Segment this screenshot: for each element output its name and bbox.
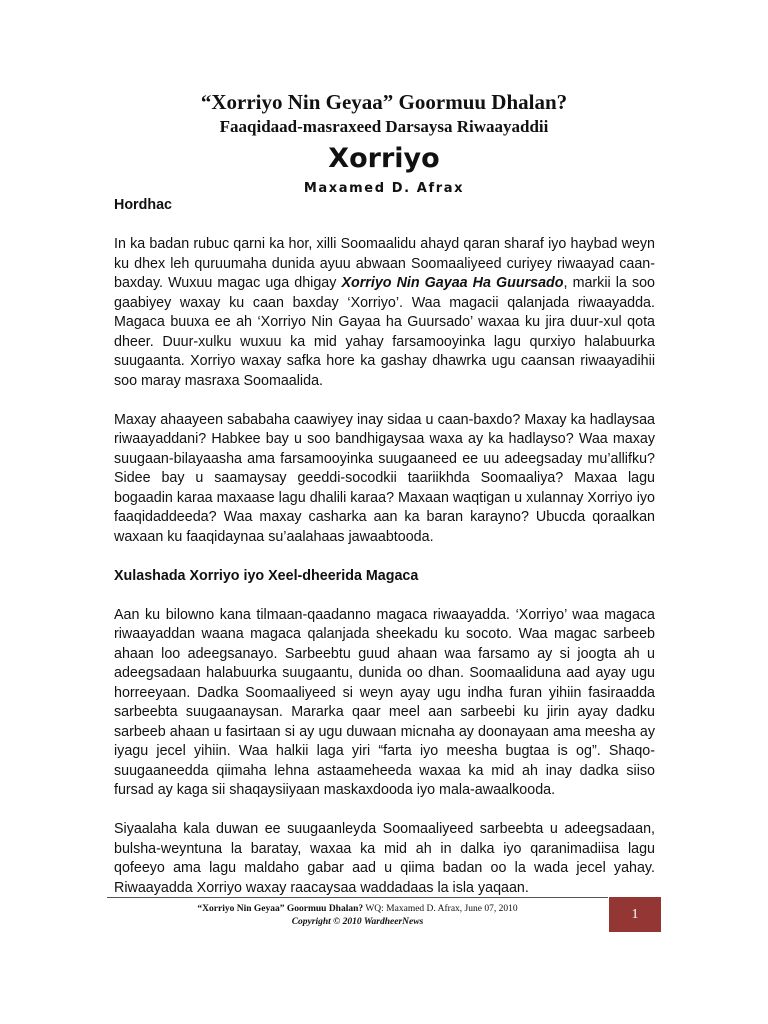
- paragraph-1: [114, 235, 655, 391]
- footer-title: “Xorriyo Nin Geyaa” Goormuu Dhalan?: [197, 904, 364, 914]
- author-name: Maxamed D. Afrax: [303, 181, 465, 196]
- paragraph-2: Maxay ahaayeen sababaha caawiyey inay sidaa u caan-baxdo? Maxay ka hadlaysaa riwaayaddani? Habkee bay u soo bandhigaysaa waxa ay ka hadlayso? Waa maxay suugaan-bilayaasha ama farsamooyinka suugaaneed ee uu adeegsaday mu’allifku? Sidee bay u saamaysay geeddi-socodkii taariikhda Soomaaliya? Maxaa lagu bogaadin karaa maxaase lagu dhalili karaa? Maxaan waqtigan u xulannay Xorriyo iyo faaqidaddeeda? Waa maxay casharka aan ka baran karayno? Ubucda qoraalkan waxaan ku faaqidaynaa su’aalahaas jawaabtooda.: [114, 411, 655, 545]
- document-subtitle: Faaqidaad-masraxeed Darsaysa Riwaayaddii: [219, 117, 549, 136]
- section-heading-2: Xulashada Xorriyo iyo Xeel-dheerida Magaca: [114, 567, 419, 584]
- footer-meta: WQ: Maxamed D. Afrax, June 07, 2010: [363, 904, 518, 914]
- paragraph-4: Siyaalaha kala duwan ee suugaanleyda Soomaaliyeed sarbeebta u adeegsadaan, bulsha-weyntuna la baratay, waxaa ka mid ah in dalka iyo qaranimadiisa lagu qofeeyo ama lagu maldaho gabar aad u qiima badan oo la wada jecel yahay. Riwaayadda Xorriyo waxay raacaysaa waddadaas la isla yaqaan.: [114, 821, 655, 896]
- paragraph-1-part-b: , markii la soo gaabiyey waxay ku caan baxday ‘Xorriyo’. Waa magacii qalanjada riwaayadda. Magaca buuxa ee ah ‘Xorriyo Nin Gayaa ha Guursado’ waxaa ku jira duur-xul qota dheer. Duur-xulku wuxuu ka mid yahay farsamooyinka lagu qurxiyo halabuurka suugaanta. Xorriyo waxay safka hore ka gashay dhawrka ugu caansan riwaayadihii soo maray masraxa Soomaalida.: [114, 275, 655, 389]
- book-title: Xorriyo: [328, 143, 440, 174]
- section-heading-intro: Hordhac: [114, 197, 172, 213]
- page-footer: [107, 903, 608, 929]
- footer-line-1: [107, 903, 608, 916]
- page-number-badge: 1: [609, 897, 661, 932]
- footer-divider: [107, 897, 608, 898]
- article-body: [114, 196, 655, 918]
- paragraph-3: Aan ku bilowno kana tilmaan-qaadanno magaca riwaayadda. ‘Xorriyo’ waa magaca riwaayaddan waana magaca qalanjada sheekadu ku socoto. Waa magac sarbeeb ahaan loo adeegsanayo. Sarbeebtu guud ahaan waa farsamo ay si joogta ah u adeegsadaan halabuurka suugaantu, dunida oo dhan. Soomaaliduna aad ayay ugu horreeyaan. Dadka Soomaaliyeed si weyn ayay ugu indha furan yihiin fasiraadda sarbeebta suugaanaysan. Mararka qaar meel aan sarbeebi ku jirin ayay dadku sarbeeb ahaan u fasirtaan si ay ugu duwaan micnaha ay doonayaan ama meesha ay iyagu jecel yihiin. Waa halkii laga yiri “farta iyo meesha bugtaa is og”. Shaqo-suugaaneedda qiimaha lehna astaameheeda waxaa ka mid ah inay dadka siiso fursad ay kaga sii shaqaysiiyaan maskaxdooda iyo mala-awaalkooda.: [114, 606, 655, 798]
- footer-copyright: Copyright © 2010 WardheerNews: [291, 917, 424, 927]
- book-full-title: Xorriyo Nin Gayaa Ha Guursado: [341, 275, 564, 291]
- paragraph-1-part-a: In ka badan rubuc qarni ka hor, xilli Soomaalidu ahayd qaran sharaf iyo haybad weyn ku dhex leh quruumaha dunida ayuu abwaan Soomaaliyeed curiyey riwaayad caan-baxday. Wuxuu magac uga dhigay: [114, 236, 655, 291]
- document-title: “Xorriyo Nin Geyaa” Goormuu Dhalan?: [200, 90, 568, 114]
